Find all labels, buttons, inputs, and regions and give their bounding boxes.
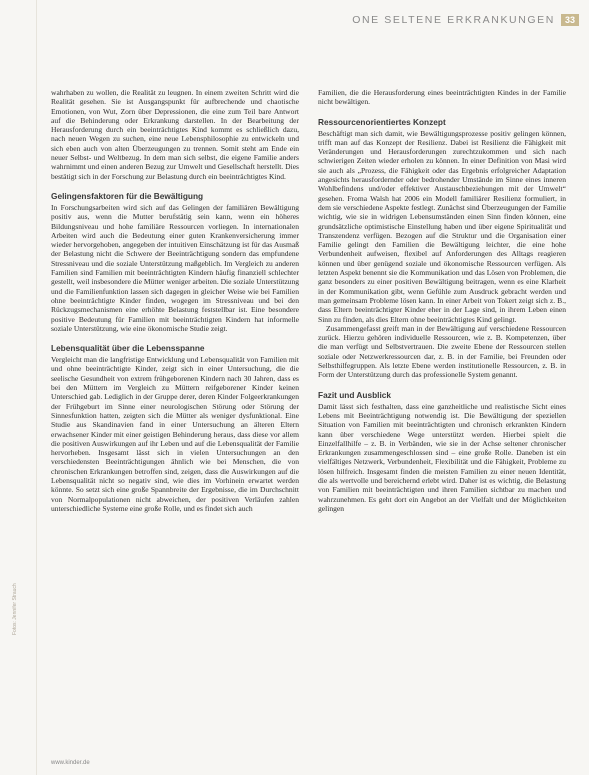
- left-column: [51, 88, 299, 513]
- paragraph: Beschäftigt man sich damit, wie Bewältigungsprozesse positiv gelingen können, trifft man auf das Konzept der Resilienz. Dabei ist Resilienz die Fähigkeit mit Veränderungen und Herausforderungen zurechtzukommen und sich nach schwierigen Zeiten wieder erholen zu können. In einer Definition von Masi wird sie auch als „Prozess, die Fähigkeit oder das Ergebnis erfolgreicher Adaptation angesichts herausfordernder oder bedrohender Umstände im Sinne eines inneren Wohlbefindens und/oder effektiver Austauschbeziehungen mit der Umwelt“ gesehen. Froma Walsh hat 2006 ein Modell familiärer Resilienz formuliert, in dem sie verschiedene Aspekte festlegt. Zunächst sind Überzeugungen der Familie wichtig, wie sie in widrigen Lebensumständen einen Sinn finden können, eine grundsätzliche optimistische Einstellung haben und über eigene Spiritualität und Transzendenz verfügen. Bezogen auf die Struktur und die Organisation einer Familie gelingt den Familien die Bewältigung leichter, die eine hohe Verbundenheit aufweisen, flexibel auf Anforderungen des Alltags reagieren können und über genügend soziale und ökonomische Ressourcen verfügen. Als letzten Aspekt benennt sie die Kommunikation und das Lösen von Problemen, die ganz besonders zu einer positiven Bewältigung beitragen, wenn es eine Klarheit in der Kommunikation gibt, wenn Gefühle zum Ausdruck gebracht werden und man gemeinsam Probleme lösen kann. In einer Arbeit von Tokert zeigt sich z. B., dass Eltern beeinträchtigter Kinder eher in der Lage sind, in ihrem Leben einen Sinn zu finden, als dies Eltern ohne beeinträchtigtes Kind gelingt.: [318, 128, 566, 324]
- page-number: 33: [561, 14, 579, 26]
- margin-rule: [36, 0, 37, 775]
- paragraph: Zusammengefasst greift man in der Bewältigung auf verschiedene Ressourcen zurück. Hierzu gehören individuelle Ressourcen, wie z. B. Kompetenzen, über die man verfügt und Selbstvertrauen. Die zweite Ebene der Ressourcen stellen soziale oder Netzwerkressourcen dar, z. B. in der Familie, bei Freunden oder Selbsthilfegruppen. Als letzte Ebene werden institutionelle Ressourcen, z. B. in Form der Unterstützung durch das professionelle System genannt.: [318, 323, 566, 380]
- section-heading: Fazit und Ausblick: [318, 389, 391, 400]
- right-column: [318, 88, 566, 513]
- paragraph: wahrhaben zu wollen, die Realität zu leugnen. In einem zweiten Schritt wird die Realität gesehen. Sie ist Ausgangspunkt für aufbrechende und chaotische Emotionen, von Wut, Zorn über Depressionen, die eine zum Teil bare Antwort auf die Behinderung oder Erkrankung darstellen. In der Bearbeitung der Herausforderung durch ein beeinträchtigtes Kind kommt es schließlich dazu, nach neuen Wegen zu suchen, eine neue Lebensphilosophie zu entwickeln und sich eben auch von alten Überzeugungen zu trennen. Somit steht am Ende ein neuer Selbst- und Weltbezug. In dem man sich selbst, die eigene Familie anders wahrnimmt und einen anderen Bezug zur Umwelt und Gesellschaft herstellt. Dies bestätigt sich in der Forschung zur Belastung durch ein beeinträchtigtes Kind.: [51, 88, 299, 181]
- section-heading: Gelingensfaktoren für die Bewältigung: [51, 190, 204, 201]
- section-heading: Lebensqualität über die Lebensspanne: [51, 343, 205, 354]
- paragraph: Vergleicht man die langfristige Entwicklung und Lebensqualität von Familien mit und ohne beeinträchtigte Kinder, zeigt sich in einer Untersuchung, die die seelische Gesundheit von extrem frühgeborenen Kindern nach 30 Jahren, dass es bei den Müttern im Vergleich zu Müttern reifgeborener Kinder keinen Unterschied gab. Lediglich in der Gruppe derer, deren Kinder Folgeerkrankungen der Frühgeburt im Sinne einer neurologischen Störung oder Störung der Sinnesfunktion hatten, zeigten sich die Mütter als weniger dysfunktional. Eine Studie aus Skandinavien fand in einer Untersuchung an älteren Eltern erwachsener Kinder mit einer geistigen Behinderung heraus, dass diese vor allem die positiven Auswirkungen auf ihr Leben und auf die Lebensqualität der Familie hervorheben. Insgesamt lässt sich in vielen Untersuchungen an den verschiedensten Beeinträchtigungen ähnlich wie bei Menschen, die von chronischen Erkrankungen betroffen sind, zeigen, dass die Auswirkungen auf die Lebensqualität nicht so negativ sind, wie dies im Vorhinein erwartet werden könnte. So setzt sich eine große Spannbreite der Ergebnisse, die im Durchschnitt von Normalpopulationen nicht abweichen, der positiven Verläufen zahlen unterschiedliche Systeme eine große Rolle, und es findet sich auch: [51, 355, 299, 513]
- footer-url: www.kinder.de: [51, 760, 90, 766]
- paragraph: In Forschungsarbeiten wird sich auf das Gelingen der familiären Bewältigung positiv aus, wenn die Mutter berufstätig sein kann, wenn ein höheres Bildungsniveau und hohe familiäre Ressourcen vorliegen. In internationalen Arbeiten wird auch die Bedeutung einer guten Krankenversicherung immer wieder hervorgehoben, angegeben der intuitiven Einschätzung ist für das Ausmaß der Belastung nicht die Schwere der Beeinträchtigung sondern das empfundene Stressniveau und die soziale Unterstützung maßgeblich. Im Vergleich zu anderen Familien sind Familien mit beeinträchtigten Kindern häufig finanziell schlechter gestellt, weil insbesondere die Mütter weniger arbeiten. Die soziale Unterstützung und die Familienfunktion lassen sich dagegen in gleicher Weise wie bei Familien ohne beeinträchtigte Kinder finden, wogegen im Stressniveau und bei den Rückzugsmechanismen eine erhöhte Belastung feststellbar ist. Eine besondere positive Bedeutung für Familien mit beeinträchtigten Kindern hat informelle soziale Unterstützung, wie eine ökonomische Studie zeigt.: [51, 202, 299, 333]
- paragraph: Damit lässt sich festhalten, dass eine ganzheitliche und realistische Sicht eines Lebens mit Beeinträchtigung notwendig ist. Die Bewältigung der speziellen Situation von Familien mit beeinträchtigten und chronisch erkrankten Kindern kann über verschiedene Wege unterstützt werden. Hierbei spielt die Einzelfallhilfe – z. B. in Verbänden, wie sie in der Achse seltener chronischer Erkrankungen zusammengeschlossen sind – eine große Rolle. Daneben ist ein vielfältiges Netzwerk, Verbundenheit, Flexibilität und die Fähigkeit, Probleme zu lösen hilfreich. Insgesamt finden die meisten Familien zu einer neuen Identität, die als wertvolle und bereichernd erlebt wird. Daher ist es wichtig, die Belastung von Familien mit beeinträchtigten und ihren Familien sichtbar zu machen und wahrzunehmen. Es geht dort ein Angebot an der Vielfalt und der Möglichkeiten gelingen: [318, 401, 566, 513]
- photo-credit: Fotos: Jennifer Strauch: [12, 583, 18, 635]
- running-header: [352, 14, 579, 26]
- paragraph: Familien, die die Herausforderung eines beeinträchtigten Kindes in der Familie nicht bewältigen.: [318, 88, 566, 107]
- section-heading: Ressourcenorientiertes Konzept: [318, 116, 446, 127]
- header-title: ONE SELTENE ERKRANKUNGEN: [352, 14, 555, 26]
